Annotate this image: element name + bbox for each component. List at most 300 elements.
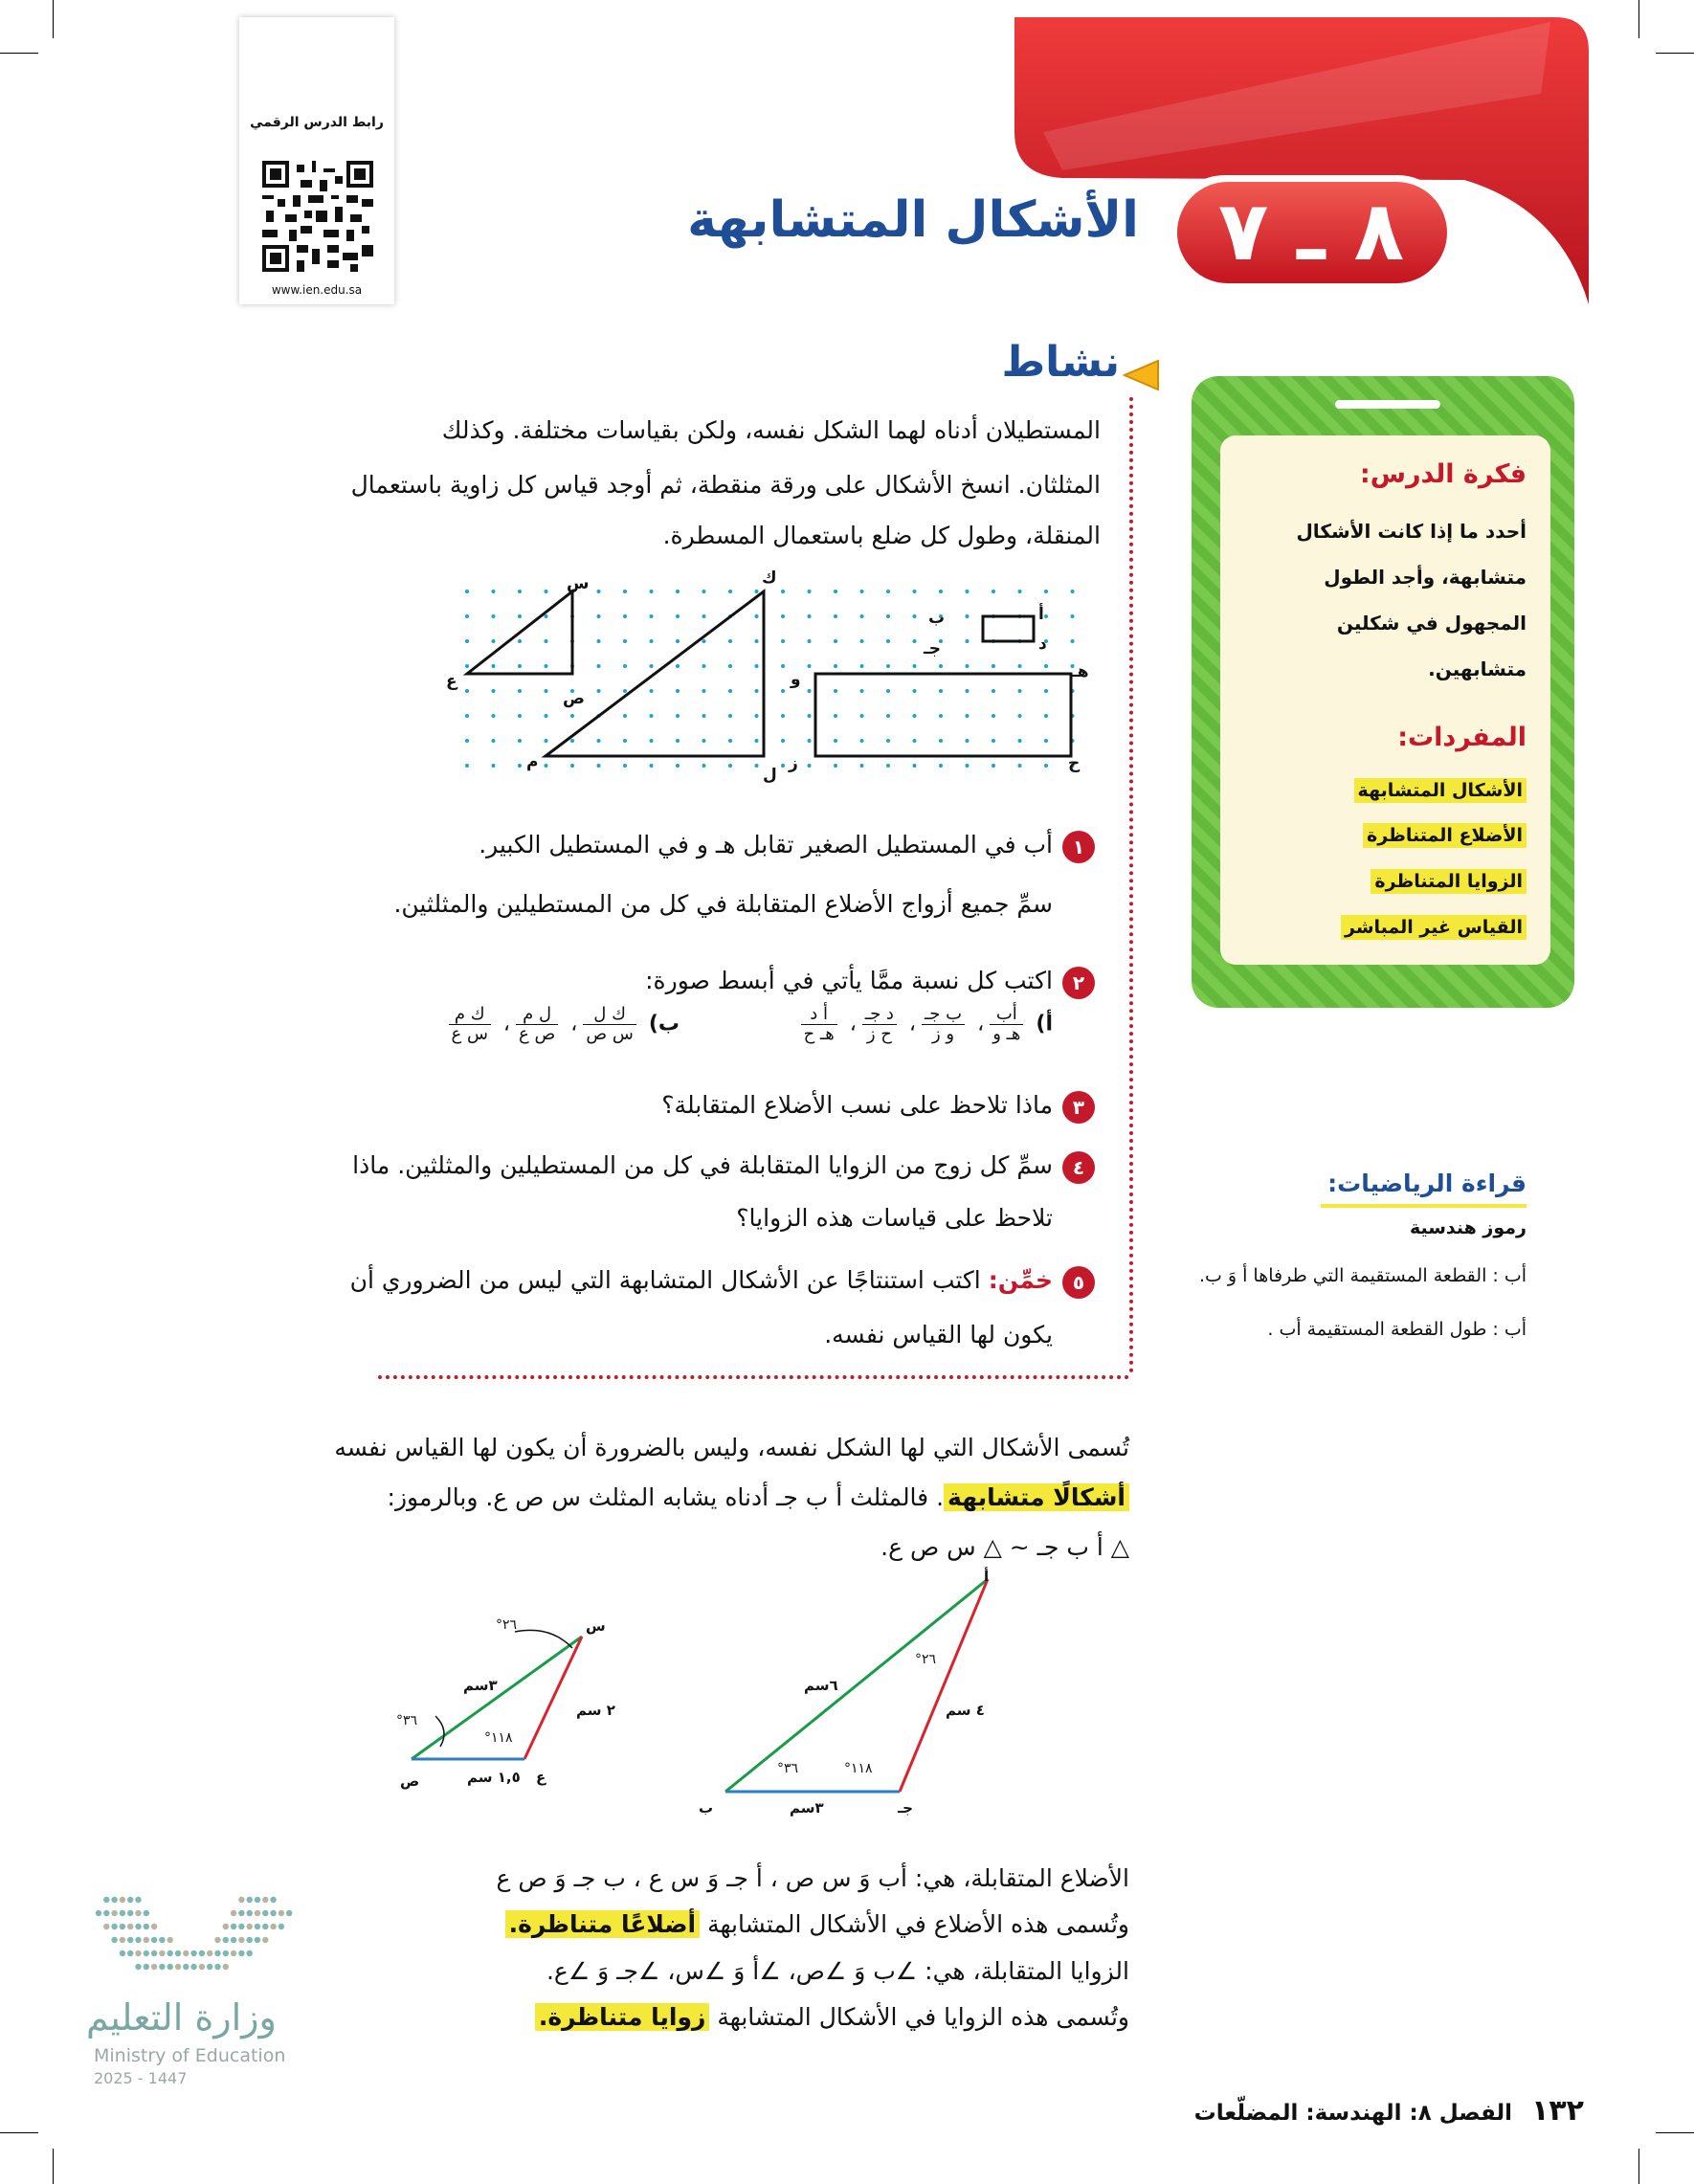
angle-label: °٣٦ bbox=[777, 1761, 799, 1776]
grid-dot bbox=[939, 739, 943, 743]
grid-dot bbox=[702, 590, 706, 593]
item-number: ٤ bbox=[1062, 1151, 1095, 1184]
logo-dot bbox=[183, 1950, 189, 1956]
chapter-title: الفصل ٨: الهندسة: المضلّعات bbox=[1193, 2101, 1513, 2126]
logo-dot bbox=[247, 1910, 253, 1916]
grid-dot bbox=[755, 714, 759, 718]
logo-dot bbox=[151, 1937, 157, 1943]
item-text: أب في المستطيل الصغير تقابل هـ و في المستطيل الكبير. bbox=[479, 831, 1053, 858]
grid-dot bbox=[650, 639, 654, 643]
ratio: $\frac{\text{ل م}}{\text{ص ع}}$ bbox=[516, 1005, 558, 1044]
grid-dot bbox=[966, 689, 970, 693]
grid-dot bbox=[1018, 764, 1022, 768]
grid-dot bbox=[650, 764, 654, 768]
qr-label: رابط الدرس الرقمي bbox=[250, 115, 384, 130]
grid-dot bbox=[623, 764, 627, 768]
term-highlight: أضلاعًا متناظرة. bbox=[505, 1910, 701, 1938]
grid-dot bbox=[623, 639, 627, 643]
logo-dot bbox=[111, 1910, 117, 1916]
logo-dot bbox=[238, 1950, 244, 1956]
grid-dot bbox=[781, 714, 785, 718]
point-label-h2: ح bbox=[1068, 754, 1081, 773]
logo-dot bbox=[255, 1897, 260, 1903]
item-text: ماذا تلاحظ على نسب الأضلاع المتقابلة؟ bbox=[661, 1091, 1053, 1119]
grid-dot bbox=[492, 664, 496, 668]
activity-border-bottom bbox=[378, 1375, 1129, 1379]
vertex-label-a: أ bbox=[984, 1568, 990, 1585]
logo-dot bbox=[175, 1964, 181, 1970]
grid-dot bbox=[860, 714, 864, 718]
logo-dot bbox=[135, 1937, 141, 1943]
grid-dot bbox=[650, 590, 654, 593]
logo-dot bbox=[262, 1910, 268, 1916]
grid-dot bbox=[913, 714, 917, 718]
grid-dot bbox=[781, 689, 785, 693]
ratio: $\frac{\text{أب}}{\text{هـ و}}$ bbox=[990, 1005, 1023, 1044]
logo-dot bbox=[190, 1950, 196, 1956]
logo-dot bbox=[159, 1964, 165, 1970]
grid-dot bbox=[913, 764, 917, 768]
logo-dot bbox=[214, 1937, 220, 1943]
grid-dot bbox=[1044, 739, 1048, 743]
grid-dot bbox=[728, 764, 732, 768]
grid-dot bbox=[623, 664, 627, 668]
grid-dot bbox=[808, 590, 812, 593]
grid-dot bbox=[676, 714, 680, 718]
grid-dot bbox=[913, 639, 917, 643]
logo-dot bbox=[247, 1897, 253, 1903]
dot-grid-figure bbox=[450, 574, 1101, 777]
grid-dot bbox=[465, 714, 469, 718]
reading-heading: قراءة الرياضيات: bbox=[1327, 1170, 1527, 1197]
logo-dot bbox=[144, 1910, 149, 1916]
grid-dot bbox=[728, 739, 732, 743]
grid-dot bbox=[702, 689, 706, 693]
grid-dot bbox=[702, 739, 706, 743]
grid-dot bbox=[465, 614, 469, 618]
grid-dot bbox=[623, 590, 627, 593]
grid-dot bbox=[781, 664, 785, 668]
ratios-b: ب) $\frac{\text{ك ل}}{\text{س ص}}$ ، $\frac{\text{ل م}}{\text{ص ع}}$ ، $\frac{\text{ك م}}{\text{س ع}}$ bbox=[316, 1005, 680, 1044]
logo-dot bbox=[270, 1924, 276, 1929]
activity-intro: المنقلة، وطول كل ضلع باستعمال المسطرة. bbox=[662, 522, 1101, 549]
vertex-label-j: جـ bbox=[898, 1799, 913, 1816]
side-s-ain bbox=[524, 1637, 582, 1759]
grid-dot bbox=[834, 714, 837, 718]
logo-dot bbox=[127, 1897, 133, 1903]
grid-dot bbox=[886, 614, 890, 618]
corresponding-angles: الزوايا المتقابلة، هي: ∠ب وَ ∠ص، ∠أ وَ ∠س، ∠جـ وَ ∠ع. bbox=[546, 1957, 1129, 1985]
grid-dot bbox=[597, 664, 601, 668]
logo-dot bbox=[255, 1910, 260, 1916]
ratio: $\frac{\text{ك ل}}{\text{س ص}}$ bbox=[583, 1005, 635, 1044]
grid-dot bbox=[518, 714, 522, 718]
logo-dot bbox=[159, 1937, 165, 1943]
grid-dot bbox=[597, 639, 601, 643]
logo-dot bbox=[238, 1897, 244, 1903]
grid-dot bbox=[939, 689, 943, 693]
grid-dot bbox=[702, 714, 706, 718]
grid-dot bbox=[623, 739, 627, 743]
similarity-statement: △ أ ب جـ ~ △ س ص ع. bbox=[880, 1533, 1129, 1561]
ratio: $\frac{\text{ب جـ}}{\text{و ز}}$ bbox=[922, 1005, 965, 1044]
item-text: يكون لها القياس نفسه. bbox=[824, 1321, 1053, 1348]
logo-dot bbox=[279, 1924, 284, 1929]
grid-dot bbox=[650, 714, 654, 718]
grid-dot bbox=[1071, 590, 1075, 593]
grid-dot bbox=[808, 689, 812, 693]
grid-dot bbox=[755, 739, 759, 743]
logo-dot bbox=[255, 1937, 260, 1943]
ratio: $\frac{\text{ك م}}{\text{س ع}}$ bbox=[449, 1005, 491, 1044]
grid-dot bbox=[1071, 639, 1075, 643]
triangle-small-outline bbox=[467, 591, 572, 674]
ministry-name-ar: وزارة التعليم bbox=[86, 1996, 277, 2039]
logo-dot bbox=[183, 1964, 189, 1970]
reading-line: أب : القطعة المستقيمة التي طرفاها أ وَ ب. bbox=[1198, 1265, 1527, 1286]
grid-dot bbox=[913, 689, 917, 693]
logo-dot bbox=[159, 1950, 165, 1956]
logo-dot bbox=[144, 1964, 149, 1970]
grid-dot bbox=[676, 664, 680, 668]
logo-dot bbox=[111, 1937, 117, 1943]
grid-dot bbox=[518, 639, 522, 643]
grid-dot bbox=[492, 614, 496, 618]
logo-dot bbox=[111, 1897, 117, 1903]
grid-dot bbox=[808, 614, 812, 618]
grid-dot bbox=[465, 764, 469, 768]
logo-dot bbox=[144, 1924, 149, 1929]
angle-label: °٢٦ bbox=[496, 1617, 518, 1633]
activity-intro: المستطيلان أدناه لهما الشكل نفسه، ولكن بقياسات مختلفة. وكذلك bbox=[441, 416, 1101, 444]
logo-dot bbox=[120, 1950, 125, 1956]
grid-dot bbox=[781, 764, 785, 768]
grid-dot bbox=[755, 764, 759, 768]
side-ab bbox=[725, 1579, 988, 1792]
idea-line: أحدد ما إذا كانت الأشكال bbox=[1296, 520, 1527, 543]
idea-line: متشابهين. bbox=[1428, 657, 1527, 680]
angles-naming: وتُسمى هذه الزوايا في الأشكال المتشابهة زوايا متناظرة. bbox=[239, 1994, 1129, 2041]
grid-dot bbox=[834, 664, 837, 668]
logo-dot bbox=[103, 1897, 109, 1903]
qr-code-icon[interactable] bbox=[262, 161, 373, 272]
grid-dot bbox=[1044, 664, 1048, 668]
crop-mark bbox=[53, 2149, 54, 2184]
logo-dot bbox=[255, 1924, 260, 1929]
ministry-logo-icon bbox=[91, 1890, 297, 1986]
grid-dot bbox=[886, 764, 890, 768]
logo-dot bbox=[286, 1910, 292, 1916]
logo-dot bbox=[167, 1937, 173, 1943]
grid-dot bbox=[886, 590, 890, 593]
grid-dot bbox=[966, 739, 970, 743]
grid-dot bbox=[570, 764, 574, 768]
rectangle-small-outline bbox=[983, 616, 1034, 641]
grid-dot bbox=[623, 614, 627, 618]
side-label: ٢ سم bbox=[576, 1702, 615, 1719]
grid-dot bbox=[834, 689, 837, 693]
logo-dot bbox=[223, 1937, 229, 1943]
grid-dot bbox=[1044, 764, 1048, 768]
grid-dot bbox=[992, 764, 995, 768]
grid-dot bbox=[913, 614, 917, 618]
grid-dot bbox=[545, 590, 548, 593]
logo-dot bbox=[262, 1924, 268, 1929]
vocab-item: الأشكال المتشابهة bbox=[1235, 780, 1527, 801]
reading-underline bbox=[1321, 1204, 1527, 1208]
crop-mark bbox=[1656, 2132, 1694, 2133]
grid-dot bbox=[545, 714, 548, 718]
grid-dot bbox=[597, 689, 601, 693]
grid-dot bbox=[597, 614, 601, 618]
side-label: ٦سم bbox=[804, 1677, 838, 1694]
para-similar: تُسمى الأشكال التي لها الشكل نفسه، وليس بالضرورة أن يكون لها القياس نفسه bbox=[334, 1434, 1129, 1461]
grid-dot bbox=[492, 639, 496, 643]
grid-dot bbox=[650, 739, 654, 743]
side-label: ١,٥ سم bbox=[467, 1769, 521, 1786]
grid-dot bbox=[966, 639, 970, 643]
idea-line: المجهول في شكلين bbox=[1336, 612, 1527, 635]
grid-dot bbox=[728, 639, 732, 643]
grid-dot bbox=[702, 639, 706, 643]
grid-dot bbox=[1018, 714, 1022, 718]
item-number: ٣ bbox=[1062, 1091, 1095, 1124]
grid-dot bbox=[755, 639, 759, 643]
grid-dot bbox=[834, 764, 837, 768]
grid-dot bbox=[518, 590, 522, 593]
grid-dot bbox=[1018, 664, 1022, 668]
angle-label: °١١٨ bbox=[484, 1730, 513, 1746]
grid-dot bbox=[518, 764, 522, 768]
logo-dot bbox=[207, 1950, 212, 1956]
logo-dot bbox=[262, 1937, 268, 1943]
ratios-a: أ) $\frac{\text{أب}}{\text{هـ و}}$ ، $\frac{\text{ب جـ}}{\text{و ز}}$ ، $\frac{\text{د جـ}}{\text{ح ز}}$ ، $\frac{\text{أ د}}{\text{هـ ح}}$ bbox=[670, 1005, 1053, 1044]
logo-dot bbox=[238, 1937, 244, 1943]
grid-dot bbox=[597, 739, 601, 743]
grid-dot bbox=[492, 590, 496, 593]
point-label-d: د bbox=[1038, 635, 1047, 654]
logo-dot bbox=[127, 1910, 133, 1916]
grid-dot bbox=[728, 664, 732, 668]
grid-dot bbox=[1018, 739, 1022, 743]
grid-dot bbox=[834, 614, 837, 618]
grid-dot bbox=[728, 689, 732, 693]
grid-dot bbox=[755, 590, 759, 593]
logo-dot bbox=[167, 1964, 173, 1970]
grid-dot bbox=[623, 714, 627, 718]
point-label-h: هـ bbox=[1072, 662, 1089, 681]
logo-dot bbox=[144, 1950, 149, 1956]
point-label-a: أ bbox=[1038, 605, 1044, 624]
logo-dot bbox=[238, 1924, 244, 1929]
logo-dot bbox=[103, 1910, 109, 1916]
vertex-label-b: ب bbox=[699, 1799, 714, 1816]
item-number: ٥ bbox=[1062, 1266, 1095, 1299]
point-label-s: س bbox=[567, 574, 590, 593]
grid-dot bbox=[1071, 614, 1075, 618]
logo-dot bbox=[96, 1910, 101, 1916]
grid-dot bbox=[939, 664, 943, 668]
logo-dot bbox=[223, 1924, 229, 1929]
grid-dot bbox=[860, 764, 864, 768]
grid-dot bbox=[492, 689, 496, 693]
item-number: ١ bbox=[1062, 831, 1095, 863]
grid-dot bbox=[886, 714, 890, 718]
grid-dot bbox=[702, 614, 706, 618]
logo-dot bbox=[135, 1897, 141, 1903]
grid-dot bbox=[545, 639, 548, 643]
qr-url[interactable]: www.ien.edu.sa bbox=[271, 283, 363, 297]
corresponding-sides: الأضلاع المتقابلة، هي: أب وَ س ص ، أ جـ وَ س ع ، ب جـ وَ ص ع bbox=[496, 1864, 1129, 1892]
logo-dot bbox=[231, 1910, 236, 1916]
grid-dot bbox=[781, 614, 785, 618]
vertex-label-ain: ع bbox=[536, 1769, 546, 1786]
angle-label: °٢٦ bbox=[915, 1652, 937, 1667]
point-label-ain: ع bbox=[446, 672, 457, 691]
logo-dot bbox=[120, 1897, 125, 1903]
vocab-heading: المفردات: bbox=[1397, 723, 1527, 752]
point-label-z: ز bbox=[789, 754, 798, 773]
logo-dot bbox=[120, 1910, 125, 1916]
logo-dot bbox=[120, 1924, 125, 1929]
angle-label: °٣٦ bbox=[396, 1713, 418, 1728]
point-label-j: جـ bbox=[924, 639, 942, 658]
grid-dot bbox=[518, 664, 522, 668]
logo-dot bbox=[127, 1950, 133, 1956]
grid-dot bbox=[992, 714, 995, 718]
grid-dot bbox=[545, 664, 548, 668]
grid-dot bbox=[808, 639, 812, 643]
grid-dot bbox=[728, 714, 732, 718]
logo-dot bbox=[135, 1964, 141, 1970]
grid-dot bbox=[781, 739, 785, 743]
grid-dot bbox=[913, 664, 917, 668]
logo-dot bbox=[231, 1924, 236, 1929]
crop-mark bbox=[53, 0, 54, 38]
grid-dot bbox=[860, 664, 864, 668]
logo-dot bbox=[199, 1964, 205, 1970]
logo-dot bbox=[127, 1924, 133, 1929]
term-highlight: زوايا متناظرة. bbox=[535, 2003, 710, 2031]
activity-border-right bbox=[1129, 397, 1133, 1373]
logo-dot bbox=[279, 1910, 284, 1916]
grid-dot bbox=[834, 739, 837, 743]
vocab-item: القياس غير المباشر bbox=[1235, 917, 1527, 938]
logo-dot bbox=[135, 1924, 141, 1929]
grid-dot bbox=[966, 614, 970, 618]
vocab-item: الزوايا المتناظرة bbox=[1235, 871, 1527, 892]
ratio: $\frac{\text{د جـ}}{\text{ح ز}}$ bbox=[862, 1005, 897, 1044]
logo-dot bbox=[262, 1897, 268, 1903]
reading-line: أب : طول القطعة المستقيمة أب . bbox=[1267, 1319, 1527, 1340]
grid-dot bbox=[808, 764, 812, 768]
sides-naming: وتُسمى هذه الأضلاع في الأشكال المتشابهة أضلاعًا متناظرة. bbox=[239, 1901, 1129, 1949]
grid-dot bbox=[886, 689, 890, 693]
grid-dot bbox=[886, 664, 890, 668]
grid-dot bbox=[966, 664, 970, 668]
grid-dot bbox=[545, 614, 548, 618]
logo-dot bbox=[231, 1950, 236, 1956]
grid-dot bbox=[676, 614, 680, 618]
logo-dot bbox=[247, 1950, 253, 1956]
grid-dot bbox=[1044, 689, 1048, 693]
crop-mark bbox=[0, 53, 38, 54]
logo-dot bbox=[199, 1950, 205, 1956]
logo-dot bbox=[151, 1950, 157, 1956]
point-label-b: ب bbox=[928, 609, 946, 628]
grid-dot bbox=[597, 764, 601, 768]
grid-dot bbox=[623, 689, 627, 693]
grid-dot bbox=[676, 764, 680, 768]
logo-dot bbox=[223, 1964, 229, 1970]
grid-dot bbox=[570, 714, 574, 718]
grid-dot bbox=[570, 739, 574, 743]
grid-dot bbox=[1044, 614, 1048, 618]
logo-dot bbox=[151, 1924, 157, 1929]
grid-dot bbox=[728, 590, 732, 593]
grid-dot bbox=[808, 714, 812, 718]
grid-dot bbox=[1044, 714, 1048, 718]
grid-dot bbox=[650, 664, 654, 668]
grid-dot bbox=[860, 590, 864, 593]
grid-dot bbox=[465, 689, 469, 693]
grid-dot bbox=[650, 614, 654, 618]
sidebar-handle bbox=[1335, 400, 1440, 409]
grid-dot bbox=[992, 689, 995, 693]
grid-dot bbox=[913, 590, 917, 593]
logo-dot bbox=[151, 1964, 157, 1970]
crop-mark bbox=[1638, 0, 1639, 38]
reading-sub: رموز هندسية bbox=[1409, 1217, 1527, 1238]
grid-dot bbox=[676, 639, 680, 643]
grid-dot bbox=[1044, 590, 1048, 593]
side-label: ٤ سم bbox=[946, 1702, 985, 1719]
angle-label: °١١٨ bbox=[844, 1761, 873, 1776]
lesson-number: ٨ ـ ٧ bbox=[1217, 184, 1405, 279]
grid-dot bbox=[492, 764, 496, 768]
triangle-large-outline bbox=[546, 591, 764, 756]
vertex-label-sad: ص bbox=[400, 1772, 420, 1790]
logo-dot bbox=[144, 1937, 149, 1943]
grid-dot bbox=[939, 714, 943, 718]
grid-dot bbox=[702, 764, 706, 768]
logo-dot bbox=[111, 1924, 117, 1929]
item-text: اكتب كل نسبة ممَّا يأتي في أبسط صورة: bbox=[645, 967, 1053, 994]
grid-dot bbox=[886, 639, 890, 643]
grid-dot bbox=[860, 739, 864, 743]
logo-dot bbox=[120, 1937, 125, 1943]
side-aj bbox=[900, 1579, 988, 1792]
angle-pointer bbox=[515, 1630, 572, 1648]
ministry-year: 2025 - 1447 bbox=[94, 2069, 188, 2087]
grid-dot bbox=[518, 739, 522, 743]
vocab-item: الأضلاع المتناظرة bbox=[1235, 825, 1527, 846]
logo-dot bbox=[231, 1937, 236, 1943]
idea-line: متشابهة، وأجد الطول bbox=[1324, 566, 1527, 589]
point-label-l: ل bbox=[763, 766, 777, 785]
page-number: ١٣٢ bbox=[1531, 2094, 1584, 2128]
side-label: ٣سم bbox=[463, 1677, 498, 1694]
grid-dot bbox=[939, 590, 943, 593]
grid-dot bbox=[1018, 689, 1022, 693]
logo-dot bbox=[190, 1964, 196, 1970]
grid-dot bbox=[939, 764, 943, 768]
item-text: سمِّ جميع أزواج الأضلاع المتقابلة في كل من المستطيلين والمثلثين. bbox=[393, 890, 1053, 918]
logo-dot bbox=[167, 1950, 173, 1956]
activity-title: نشاط bbox=[1001, 338, 1120, 387]
grid-dot bbox=[650, 689, 654, 693]
grid-dot bbox=[860, 614, 864, 618]
